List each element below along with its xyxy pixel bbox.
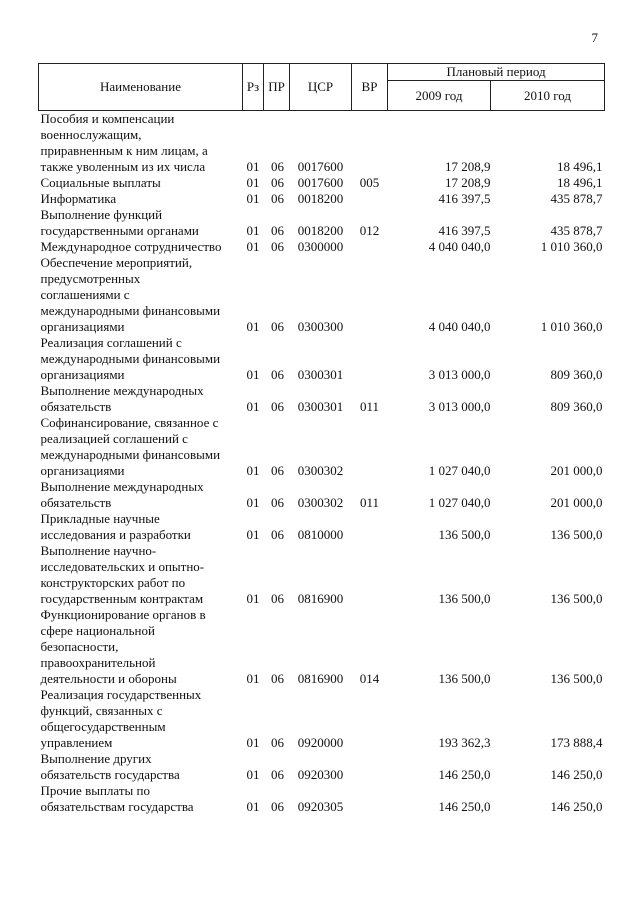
- row-name-line: военнослужащим,: [40, 127, 142, 142]
- page-number: 7: [591, 30, 598, 45]
- row-value-2010: 435 878,7: [550, 223, 603, 238]
- row-name-line: Пособия и компенсации: [40, 111, 175, 126]
- row-name-line: управлением: [40, 735, 113, 750]
- row-value-2010: 146 250,0: [550, 799, 603, 814]
- table-row: [39, 207, 605, 239]
- row-name: [39, 335, 243, 383]
- row-value-2010: 1 010 360,0: [540, 239, 603, 254]
- table-header: [39, 64, 605, 111]
- row-value-2009: 4 040 040,0: [428, 319, 491, 334]
- row-name-line: Международное сотрудничество: [40, 239, 222, 254]
- row-vr: 005: [359, 175, 380, 190]
- row-rz: 01: [246, 367, 260, 382]
- row-name: [39, 511, 243, 543]
- row-name-line: Социальные выплаты: [40, 175, 161, 190]
- row-rz: 01: [246, 735, 260, 750]
- row-name-line: Выполнение международных: [40, 479, 204, 494]
- row-name: [39, 191, 243, 207]
- row-vr: 012: [359, 223, 380, 238]
- header-csr: ЦСР: [290, 64, 352, 111]
- row-name-line: Выполнение международных: [40, 383, 204, 398]
- row-csr: 0300302: [297, 495, 344, 510]
- row-csr: 0300300: [297, 319, 344, 334]
- table-row: [39, 511, 605, 543]
- row-name: [39, 783, 243, 815]
- row-name-line: Обеспечение мероприятий,: [40, 255, 193, 270]
- header-year-2010: 2010 год: [491, 81, 605, 111]
- row-csr: 0018200: [297, 191, 344, 206]
- row-rz: 01: [246, 495, 260, 510]
- row-name-line: функций, связанных с: [40, 703, 163, 718]
- row-name-line: обязательств: [40, 399, 112, 414]
- budget-table: [38, 63, 605, 815]
- row-value-2009: 4 040 040,0: [428, 239, 491, 254]
- row-vr: [352, 111, 388, 176]
- row-name-line: Выполнение других: [40, 751, 152, 766]
- row-name-line: организациями: [40, 463, 125, 478]
- row-rz: 01: [246, 159, 260, 174]
- row-value-2009: 3 013 000,0: [428, 399, 491, 414]
- row-name-line: государственными органами: [40, 223, 199, 238]
- row-name-line: международными финансовыми: [40, 351, 221, 366]
- row-pr: 06: [271, 319, 284, 334]
- row-name: [39, 255, 243, 335]
- row-value-2010: 173 888,4: [550, 735, 603, 750]
- row-name-line: Информатика: [40, 191, 117, 206]
- table-row: [39, 383, 605, 415]
- row-name: [39, 175, 243, 191]
- row-csr: 0017600: [297, 159, 344, 174]
- row-rz: 01: [246, 239, 260, 254]
- table-row: [39, 415, 605, 479]
- row-value-2010: 201 000,0: [550, 495, 603, 510]
- row-value-2010: 136 500,0: [550, 527, 603, 542]
- row-name-line: обязательствам государства: [40, 799, 194, 814]
- row-rz: 01: [246, 319, 260, 334]
- row-vr: 011: [359, 495, 380, 510]
- row-value-2009: 416 397,5: [438, 191, 491, 206]
- table-body: [39, 111, 605, 816]
- row-value-2009: 136 500,0: [438, 671, 491, 686]
- table-row: [39, 111, 605, 176]
- row-name-line: Выполнение функций: [40, 207, 163, 222]
- row-rz: 01: [246, 399, 260, 414]
- row-name-line: Реализация государственных: [40, 687, 202, 702]
- row-csr: 0920305: [297, 799, 344, 814]
- row-name-line: Выполнение научно-: [40, 543, 157, 558]
- row-vr: [352, 543, 388, 607]
- row-name: [39, 207, 243, 239]
- row-rz: 01: [246, 175, 260, 190]
- row-value-2009: 1 027 040,0: [428, 495, 491, 510]
- row-value-2010: 809 360,0: [550, 367, 603, 382]
- table-row: [39, 751, 605, 783]
- row-rz: 01: [246, 671, 260, 686]
- row-csr: 0920300: [297, 767, 344, 782]
- row-name-line: сфере национальной: [40, 623, 155, 638]
- row-name: [39, 687, 243, 751]
- row-rz: 01: [246, 527, 260, 542]
- row-name-line: приравненным к ним лицам, а: [40, 143, 208, 158]
- row-name-line: реализацией соглашений с: [40, 431, 188, 446]
- row-value-2009: 136 500,0: [438, 591, 491, 606]
- row-name-line: организациями: [40, 319, 125, 334]
- row-rz: 01: [246, 799, 260, 814]
- row-pr: 06: [271, 767, 284, 782]
- table-row: [39, 335, 605, 383]
- row-name-line: Софинансирование, связанное с: [40, 415, 219, 430]
- row-pr: 06: [271, 175, 284, 190]
- row-name-line: организациями: [40, 367, 125, 382]
- row-rz: 01: [246, 223, 260, 238]
- table-row: [39, 783, 605, 815]
- row-csr: 0816900: [297, 591, 344, 606]
- row-name: [39, 607, 243, 687]
- header-planned-period: Плановый период: [388, 64, 605, 81]
- row-csr: 0816900: [297, 671, 344, 686]
- row-pr: 06: [271, 399, 284, 414]
- row-value-2009: 3 013 000,0: [428, 367, 491, 382]
- row-pr: 06: [271, 591, 284, 606]
- row-value-2010: 201 000,0: [550, 463, 603, 478]
- row-csr: 0300000: [297, 239, 344, 254]
- row-name-line: деятельности и обороны: [40, 671, 177, 686]
- row-vr: 014: [359, 671, 380, 686]
- row-pr: 06: [271, 367, 284, 382]
- row-value-2009: 146 250,0: [438, 767, 491, 782]
- row-name: [39, 543, 243, 607]
- table-row: [39, 479, 605, 511]
- row-name-line: Прочие выплаты по: [40, 783, 150, 798]
- row-pr: 06: [271, 159, 284, 174]
- row-name-line: предусмотренных: [40, 271, 141, 286]
- row-name: [39, 383, 243, 415]
- row-value-2010: 18 496,1: [557, 175, 603, 190]
- row-name: [39, 239, 243, 255]
- row-name-line: общегосударственным: [40, 719, 166, 734]
- row-pr: 06: [271, 671, 284, 686]
- row-pr: 06: [271, 495, 284, 510]
- row-vr: [352, 511, 388, 543]
- row-name-line: также уволенным из их числа: [40, 159, 206, 174]
- row-csr: 0300301: [297, 367, 344, 382]
- header-vr: ВР: [352, 64, 388, 111]
- row-pr: 06: [271, 799, 284, 814]
- row-name-line: обязательств: [40, 495, 112, 510]
- row-csr: 0920000: [297, 735, 344, 750]
- row-csr: 0300301: [297, 399, 344, 414]
- row-name-line: конструкторских работ по: [40, 575, 186, 590]
- table-row: [39, 607, 605, 687]
- row-value-2010: 435 878,7: [550, 191, 603, 206]
- row-value-2010: 809 360,0: [550, 399, 603, 414]
- row-name: [39, 479, 243, 511]
- row-name-line: Прикладные научные: [40, 511, 160, 526]
- table-row: [39, 687, 605, 751]
- row-rz: 01: [246, 463, 260, 478]
- row-value-2010: 18 496,1: [557, 159, 603, 174]
- row-name-line: безопасности,: [40, 639, 119, 654]
- row-name: [39, 111, 243, 176]
- row-name-line: Реализация соглашений с: [40, 335, 182, 350]
- row-name: [39, 415, 243, 479]
- row-value-2009: 146 250,0: [438, 799, 491, 814]
- row-value-2009: 1 027 040,0: [428, 463, 491, 478]
- table-row: [39, 255, 605, 335]
- table-row: [39, 191, 605, 207]
- table-row: [39, 239, 605, 255]
- row-value-2010: 1 010 360,0: [540, 319, 603, 334]
- row-rz: 01: [246, 591, 260, 606]
- table-row: [39, 175, 605, 191]
- row-value-2009: 136 500,0: [438, 527, 491, 542]
- row-csr: 0300302: [297, 463, 344, 478]
- row-name-line: международными финансовыми: [40, 447, 221, 462]
- table-row: [39, 543, 605, 607]
- row-vr: [352, 687, 388, 751]
- row-name-line: Функционирование органов в: [40, 607, 206, 622]
- row-vr: [352, 255, 388, 335]
- row-csr: 0017600: [297, 175, 344, 190]
- row-value-2009: 416 397,5: [438, 223, 491, 238]
- row-rz: 01: [246, 191, 260, 206]
- row-vr: [352, 191, 388, 207]
- header-year-2009: 2009 год: [388, 81, 491, 111]
- row-name-line: обязательств государства: [40, 767, 180, 782]
- row-vr: [352, 335, 388, 383]
- row-name-line: международными финансовыми: [40, 303, 221, 318]
- row-value-2009: 17 208,9: [445, 159, 491, 174]
- row-csr: 0810000: [297, 527, 344, 542]
- row-name-line: государственным контрактам: [40, 591, 204, 606]
- row-pr: 06: [271, 463, 284, 478]
- row-value-2009: 193 362,3: [438, 735, 491, 750]
- row-vr: [352, 415, 388, 479]
- row-value-2010: 136 500,0: [550, 671, 603, 686]
- row-name: [39, 751, 243, 783]
- header-name: Наименование: [39, 64, 243, 111]
- row-pr: 06: [271, 191, 284, 206]
- row-pr: 06: [271, 223, 284, 238]
- header-pr: ПР: [264, 64, 290, 111]
- row-vr: [352, 239, 388, 255]
- row-vr: [352, 751, 388, 783]
- header-rz: Рз: [243, 64, 264, 111]
- row-value-2010: 146 250,0: [550, 767, 603, 782]
- row-pr: 06: [271, 239, 284, 254]
- row-value-2009: 17 208,9: [445, 175, 491, 190]
- row-name-line: исследования и разработки: [40, 527, 191, 542]
- row-rz: 01: [246, 767, 260, 782]
- row-pr: 06: [271, 735, 284, 750]
- row-name-line: исследовательских и опытно-: [40, 559, 205, 574]
- row-name-line: правоохранительной: [40, 655, 156, 670]
- row-name-line: соглашениями с: [40, 287, 130, 302]
- row-vr: 011: [359, 399, 380, 414]
- row-value-2010: 136 500,0: [550, 591, 603, 606]
- row-csr: 0018200: [297, 223, 344, 238]
- row-pr: 06: [271, 527, 284, 542]
- row-vr: [352, 783, 388, 815]
